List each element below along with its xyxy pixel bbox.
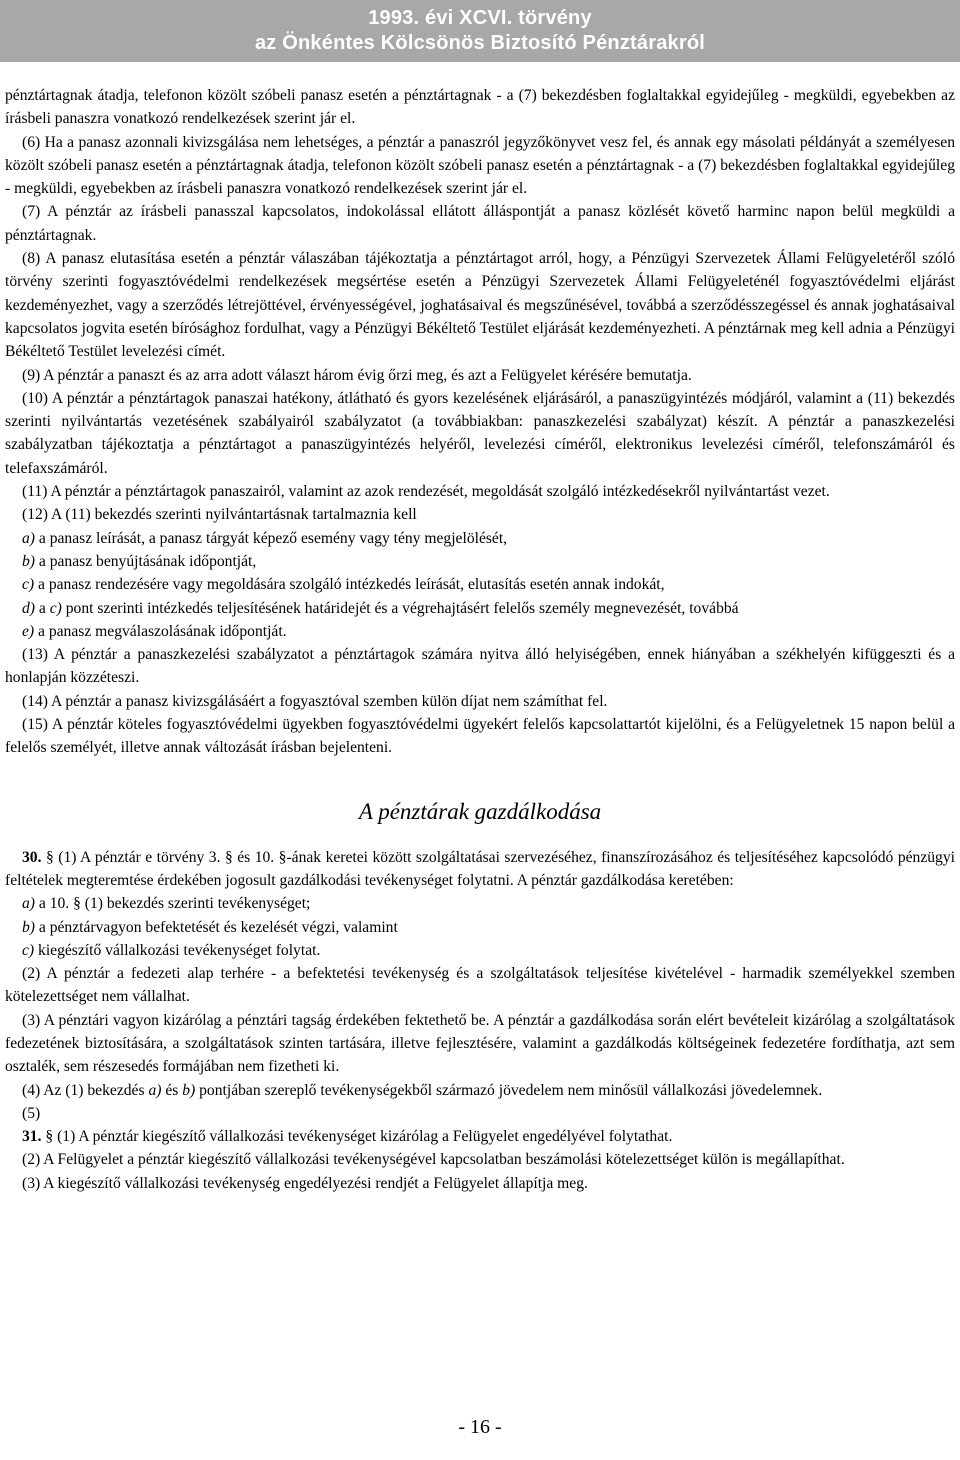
section-30-point-a — [5, 892, 955, 915]
section-31-text: § (1) A pénztár kiegészítő vállalkozási tevékenységet kizárólag a Felügyelet engedélyével folytathat. — [41, 1128, 673, 1146]
paragraph-continuation: pénztártagnak átadja, telefonon közölt szóbeli panasz esetén a pénztártagnak - a (7) bekezdésben foglaltakkal egyidejűleg - megküldi, egyebekben az írásbeli panaszra vonatkozó rendelkezések szerint jár el. — [5, 87, 955, 128]
header-law-title: 1993. évi XCVI. törvény — [368, 7, 592, 29]
s30-text-c: kiegészítő vállalkozási tevékenységet folytat. — [34, 941, 321, 959]
section-title: A pénztárak gazdálkodása — [358, 798, 602, 824]
point-text-c: a panasz rendezésére vagy megoldására szolgáló intézkedés leírását, elutasítás esetén annak indokát, — [34, 576, 665, 594]
section-31-paragraph-2: (2) A Felügyelet a pénztár kiegészítő vállalkozási tevékenységével kapcsolatban beszámolási kötelezettséget külön is megállapíthat. — [22, 1151, 845, 1169]
point-label-b: b) — [22, 552, 35, 570]
s30-p4-text-2: és — [161, 1081, 183, 1099]
point-text-d-1: a — [35, 599, 50, 617]
point-label-e: e) — [22, 622, 35, 640]
s30-label-c: c) — [22, 941, 35, 959]
paragraph-12-b — [5, 550, 955, 573]
paragraph-12: (12) A (11) bekezdés szerinti nyilvántartásnak tartalmaznia kell — [22, 506, 417, 524]
paragraph-11: (11) A pénztár a pénztártagok panaszairól, valamint az azok rendezését, megoldását szolgáló intézkedésekről nyilvántartást vezet. — [22, 483, 830, 501]
point-text-b: a panasz benyújtásának időpontját, — [35, 552, 257, 570]
s30-p4-text-1: (4) Az (1) bekezdés — [22, 1081, 149, 1099]
section-30-paragraph-5: (5) — [22, 1104, 41, 1122]
s30-label-b: b) — [22, 918, 35, 936]
section-30-text: § (1) A pénztár e törvény 3. § és 10. §-ának keretei között szolgáltatásai szervezéséhez, finanszírozásához és teljesítéséhez kapcsolódó pénzügyi feltételek megteremtése érdekében jogosult gazdálkodási tevékenységet folytatni. A pénztár gazdálkodása keretében: — [5, 848, 955, 889]
section-30-paragraph-1 — [5, 846, 955, 893]
point-text-a: a panasz leírását, a panasz tárgyát képező esemény vagy tény megjelölését, — [35, 529, 508, 547]
section-30-number: 30. — [22, 848, 42, 866]
paragraph-12-a — [5, 527, 955, 550]
paragraph-8: (8) A panasz elutasítása esetén a pénztár válaszában tájékoztatja a pénztártagot arról, hogy, a Pénzügyi Szervezetek Állami Felügyeletéről szóló törvény szerinti fogyasztóvédelmi rendelkezések megsértése esetén a Pénzügyi Szervezetek Állami Felügyeleténél fogyasztóvédelmi eljárást kezdeményezhet, vagy a szerződés létrejöttével, érvényességével, joghatásaival és megszűnésével, továbbá a szerződésszegéssel és annak joghatásaival kapcsolatos jogvita esetén bírósághoz fordulhat, vagy a Pénzügyi Békéltető Testület eljárását kezdeményezheti. A pénztárnak meg kell adnia a Pénzügyi Békéltető Testület levelezési címét. — [5, 250, 955, 361]
paragraph-7: (7) A pénztár az írásbeli panasszal kapcsolatos, indokolással ellátott álláspontját a panasz közlését követő harminc napon belül megküldi a pénztártagnak. — [5, 203, 955, 244]
paragraph-12-e — [5, 620, 955, 643]
document-body — [5, 84, 955, 1195]
section-30-paragraph-2: (2) A pénztár a fedezeti alap terhére - a befektetési tevékenység és a szolgáltatások teljesítése kivételével - harmadik személyekkel szemben kötelezettséget nem vállalhat. — [5, 965, 955, 1006]
s30-text-b: a pénztárvagyon befektetését és kezelését végzi, valamint — [35, 918, 398, 936]
s30-text-a: a 10. § (1) bekezdés szerinti tevékenységet; — [35, 895, 311, 913]
point-text-e: a panasz megválaszolásának időpontját. — [34, 622, 287, 640]
page-header — [0, 0, 960, 62]
section-31-paragraph-1 — [5, 1125, 955, 1148]
header-law-subject: az Önkéntes Kölcsönös Biztosító Pénztárakról — [254, 32, 705, 54]
s30-label-a: a) — [22, 895, 35, 913]
section-31-number: 31. — [22, 1128, 42, 1146]
paragraph-13: (13) A pénztár a panaszkezelési szabályzatot a pénztártagok számára nyitva álló helyiségében, ennek hiányában a székhelyén kifüggeszti és a honlapján közzéteszi. — [5, 646, 955, 687]
paragraph-6: (6) Ha a panasz azonnali kivizsgálása nem lehetséges, a pénztár a panaszról jegyzőkönyvet vesz fel, és annak egy másolati példányát a személyesen közölt szóbeli panasz esetén a pénztártagnak átadja, telefonon közölt szóbeli panasz esetén a pénztártagnak - a (7) bekezdésben foglaltakkal egyidejűleg - megküldi, egyebekben az írásbeli panaszra vonatkozó rendelkezések szerint jár el. — [5, 133, 955, 198]
paragraph-14: (14) A pénztár a panasz kivizsgálásáért a fogyasztóval szemben külön díjat nem számíthat fel. — [22, 692, 608, 710]
point-label-a: a) — [22, 529, 35, 547]
section-31-paragraph-3: (3) A kiegészítő vállalkozási tevékenység engedélyezési rendjét a Felügyelet állapítja meg. — [22, 1174, 588, 1192]
section-30-paragraph-3: (3) A pénztári vagyon kizárólag a pénztári tagság érdekében fektethető be. A pénztár a gazdálkodása során elért bevételeit kizárólag a szolgáltatások fedezetének biztosítására, a szolgáltatások szinten tartására, illetve fejlesztésére, valamint a gazdálkodás költségeinek fedezetére fordíthatja, azt sem osztalék, sem részesedés formájában nem fizetheti ki. — [5, 1011, 955, 1076]
point-label-c: c) — [22, 576, 35, 594]
s30-p4-ref-b: b) — [182, 1081, 196, 1099]
point-text-d-2: pont szerinti intézkedés teljesítésének határidejét és a végrehajtásért felelős személy megnevezését, továbbá — [61, 599, 739, 617]
page-number: - 16 - — [458, 1416, 502, 1438]
point-ref-c: c) — [49, 599, 62, 617]
s30-p4-ref-a: a) — [148, 1081, 162, 1099]
paragraph-15: (15) A pénztár köteles fogyasztóvédelmi ügyekben fogyasztóvédelmi ügyekért felelős kapcsolattartót kijelölni, és a Felügyeletnek 15 napon belül a felelős személyét, illetve annak változását írásban bejelenteni. — [5, 716, 955, 757]
paragraph-12-c — [5, 573, 955, 596]
s30-p4-text-3: pontjában szereplő tevékenységekből származó jövedelem nem minősül vállalkozási jövedelemnek. — [195, 1081, 823, 1099]
point-label-d: d) — [22, 599, 35, 617]
section-30-paragraph-4 — [5, 1079, 955, 1102]
section-30-point-b — [5, 916, 955, 939]
paragraph-12-d — [5, 597, 955, 620]
section-30-point-c — [5, 939, 955, 962]
paragraph-10: (10) A pénztár a pénztártagok panaszai hatékony, átlátható és gyors kezelésének eljárásáról, a panaszügyintézés módjáról, valamint a (11) bekezdés szerinti nyilvántartás vezetésének szabályairól szabályzatot (a továbbiakban: panaszkezelési szabályzat) készít. A pénztár a panaszkezelési szabályzatban tájékoztatja a pénztártagot a panaszügyintézés helyéről, levelezési címéről, elektronikus levelezési címéről, telefonszámáról és telefaxszámáról. — [5, 389, 955, 477]
paragraph-9: (9) A pénztár a panaszt és az arra adott választ három évig őrzi meg, és azt a Felügyelet kérésére bemutatja. — [22, 366, 692, 384]
